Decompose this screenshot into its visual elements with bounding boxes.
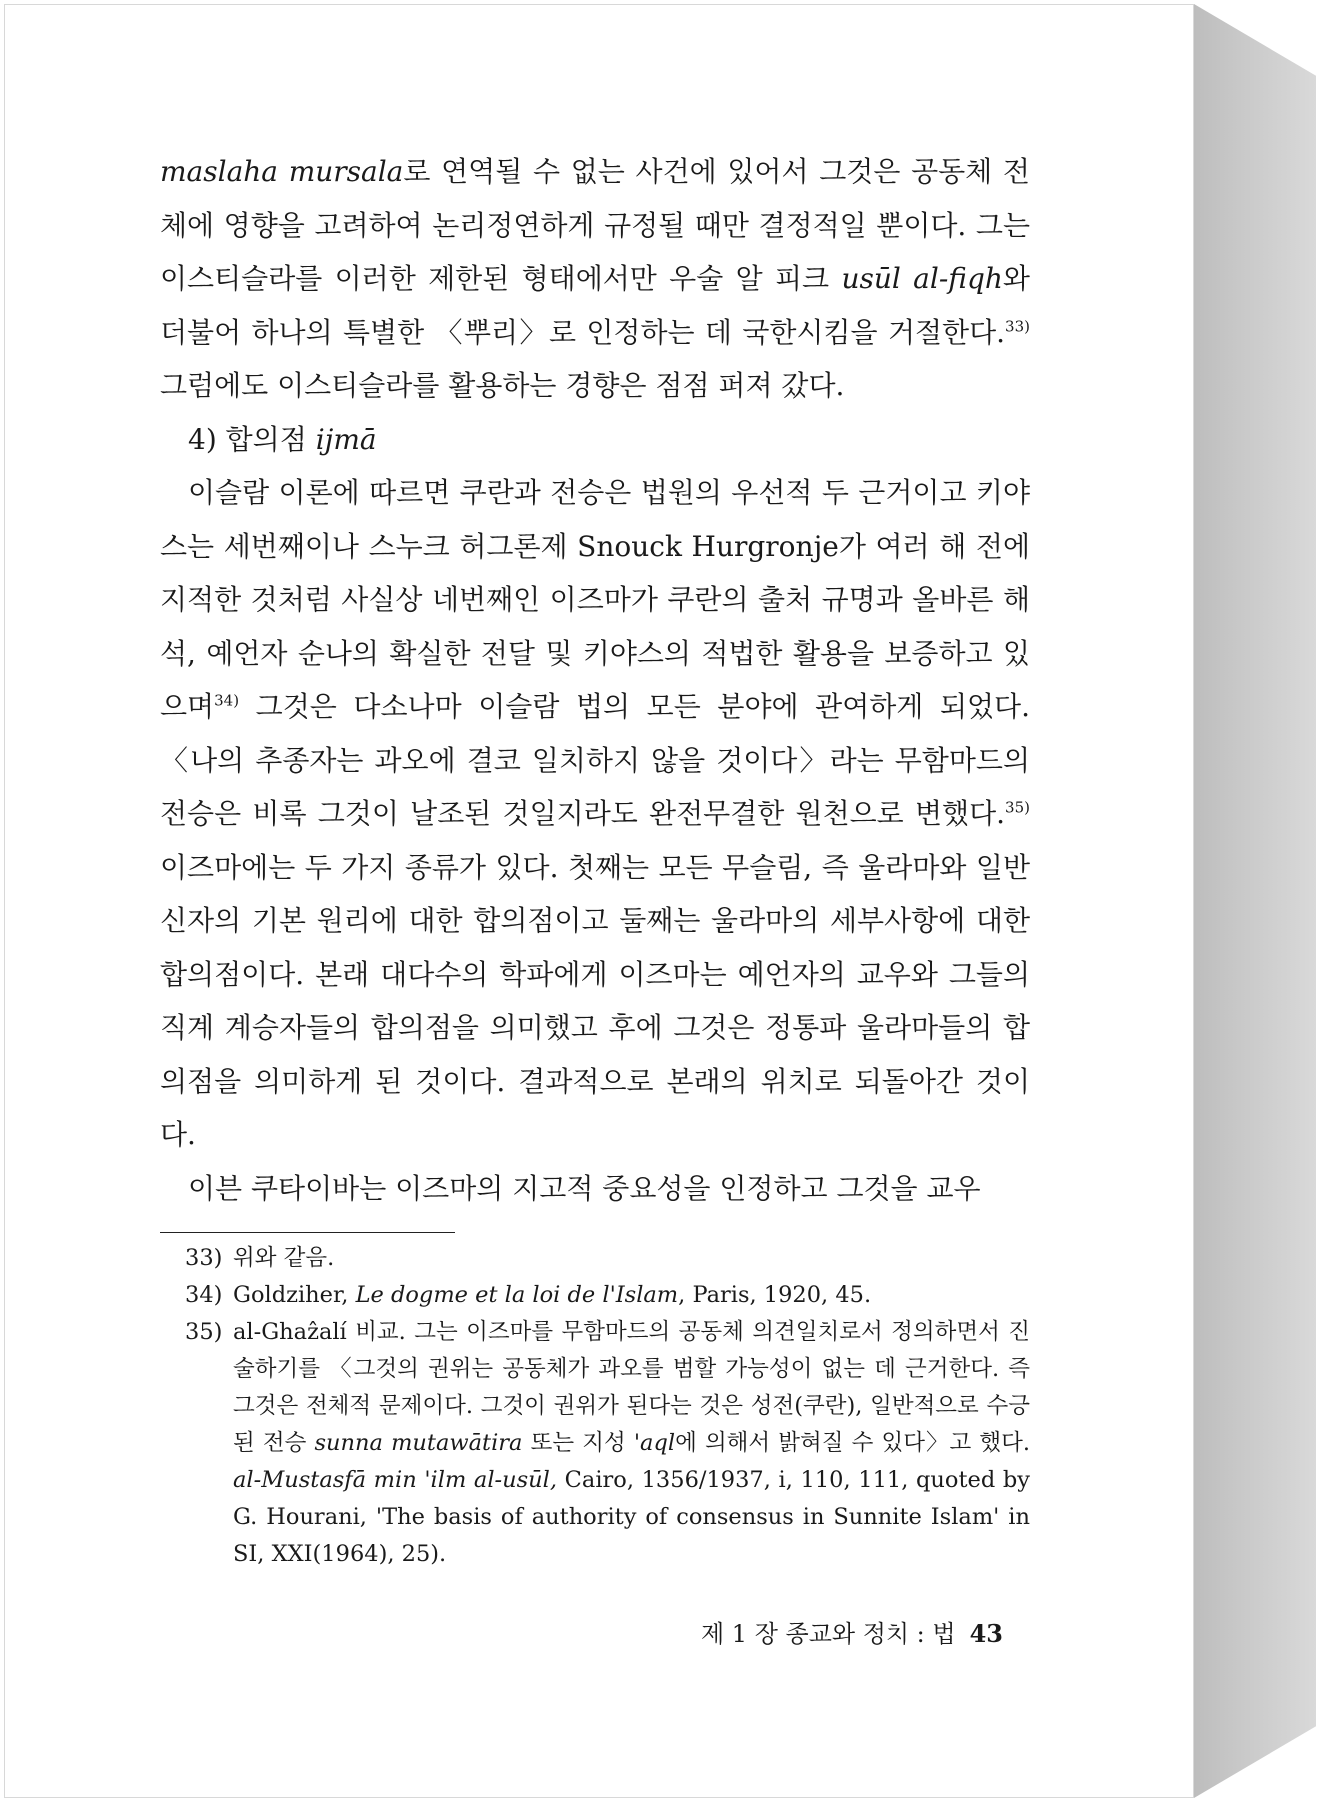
footnote-text: 위와 같음.	[233, 1245, 335, 1271]
term-sunna-mutawatira: sunna mutawātira	[314, 1430, 523, 1456]
footnote-35-text-d: Cairo, 1356/1937, i, 110, 111, quoted by G. Hourani, 'The basis of authority of consensus in Sunnite Islam' in SI, XXI(1964), 25).	[233, 1467, 1030, 1567]
paragraph-2-text-3: 이즈마에는 두 가지 종류가 있다. 첫째는 모든 무슬림, 즉 울라마와 일반 신자의 기본 원리에 대한 합의점이고 둘째는 울라마의 세부사항에 대한 합의점이다. 본래 대다수의 학파에게 이즈마는 예언자의 교우와 그들의 직계 계승자들의 합의점을 의미했고 후에 그것은 정통파 울라마들의 합의점을 의미하게 된 것이다. 결과적으로 본래의 위치로 되돌아간 것이다.	[160, 850, 1030, 1151]
footnote-text	[233, 1314, 1030, 1573]
paragraph-3	[160, 1162, 1030, 1216]
footnote-number: 33)	[185, 1245, 223, 1271]
paragraph-1-text-3: 그럼에도 이스티슬라를 활용하는 경향은 점점 퍼져 갔다.	[160, 369, 845, 402]
footnote-34	[185, 1277, 1030, 1314]
paragraph-1	[160, 145, 1030, 413]
footnote-ref-33: 33)	[1005, 317, 1030, 336]
paragraph-2-text: 이슬람 이론에 따르면 쿠란과 전승은 법원의 우선적 두 근거이고 키야스는 세번째이나 스누크 허그론제 Snouck Hurgronje가 여러 해 전에 지적한 것처럼 사실상 네번째인 이즈마가 쿠란의 출처 규명과 올바른 해석, 예언자 순나의 확실한 전달 및 키야스의 적법한 활용을 보증하고 있으며	[160, 476, 1030, 723]
section-heading-ijma	[188, 413, 1030, 467]
footnote-34-title: Le dogme et la loi de l'Islam	[355, 1282, 679, 1308]
footnote-number: 34)	[185, 1282, 223, 1308]
footnote-35-text-b: 또는 지성 '	[522, 1430, 641, 1456]
footnote-text	[233, 1277, 1030, 1314]
page-edge-shadow	[1194, 4, 1316, 1798]
footnote-34-author: Goldziher,	[233, 1282, 356, 1308]
term-aql: aql	[640, 1430, 676, 1456]
footnote-35-text-c: 에 의해서 밝혀질 수 있다〉고 했다.	[675, 1430, 1031, 1456]
section-heading-label: 4) 합의점	[188, 422, 316, 456]
footnote-35	[185, 1314, 1030, 1573]
footnote-ref-34: 34)	[214, 691, 240, 710]
paragraph-3-text: 이븐 쿠타이바는 이즈마의 지고적 중요성을 인정하고 그것을 교우	[188, 1171, 981, 1205]
paragraph-2-text-2: 그것은 다소나마 이슬람 법의 모든 분야에 관여하게 되었다. 〈나의 추종자는 과오에 결코 일치하지 않을 것이다〉라는 무함마드의 전승은 비록 그것이 날조된 것일지라도 완전무결한 원천으로 변했다.	[160, 690, 1030, 830]
footnote-34-imprint: , Paris, 1920, 45.	[678, 1282, 872, 1308]
footnote-separator	[160, 1232, 455, 1233]
footnote-33	[185, 1240, 1030, 1277]
body-text	[160, 145, 1030, 1215]
paragraph-1-text: 로 연역될 수 없는 사건에 있어서 그것은 공동체 전체에 영향을 고려하여 논리정연하게 규정될 때만 결정적일 뿐이다. 그는 이스티슬라를 이러한 제한된 형태에서만 우술 알 피크	[160, 155, 1030, 295]
term-ijma: ijmā	[315, 422, 377, 456]
footnote-35-title: al-Mustasfā min 'ilm al-usūl,	[233, 1467, 558, 1493]
paragraph-2	[160, 466, 1030, 1162]
running-head: 제 1 장 종교와 정치 : 법	[700, 1620, 956, 1648]
term-usul-al-fiqh: usūl al-fiqh	[841, 262, 1003, 295]
paragraph-1-text-2: 와 더불어 하나의 특별한 〈뿌리〉로 인정하는 데 국한시킴을 거절한다.	[160, 262, 1030, 349]
page-number: 43	[969, 1619, 1003, 1648]
term-maslaha-mursala: maslaha mursala	[160, 155, 404, 188]
footnote-ref-35: 35)	[1005, 798, 1030, 817]
footnote-35-text-a: al-Ghaẑalí 비교. 그는 이즈마를 무함마드의 공동체 의견일치로서 정의하면서 진술하기를 〈그것의 권위는 공동체가 과오를 범할 가능성이 없는 데 근거한다. 즉 그것은 전체적 문제이다. 그것이 권위가 된다는 것은 성전(쿠란), 일반적으로 수긍된 전승	[233, 1319, 1030, 1456]
page-footer	[701, 1614, 1003, 1649]
footnote-number: 35)	[185, 1319, 223, 1345]
footnotes	[185, 1240, 1030, 1573]
